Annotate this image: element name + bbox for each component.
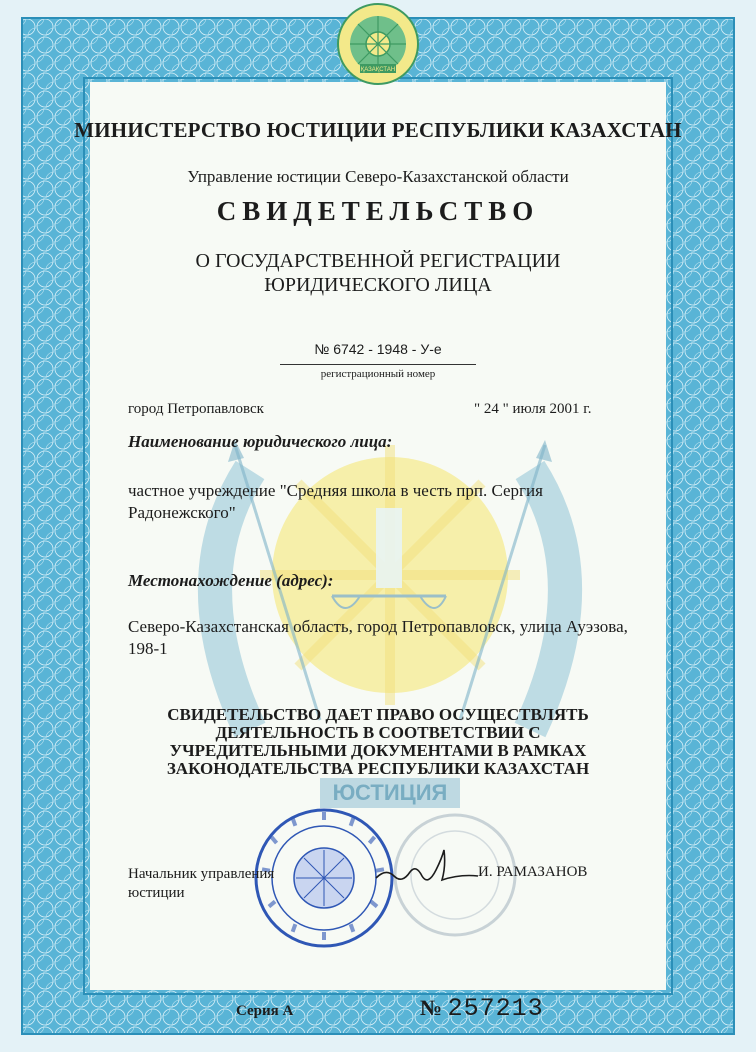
serial-number [420,994,544,1023]
issue-city: город Петропавловск [128,401,264,417]
emblem-ring-text: ҚАЗАҚСТАН [360,67,396,73]
watermark-text: ЮСТИЦИЯ [332,780,448,805]
signature [372,846,482,896]
rights-statement [0,706,756,778]
certificate-title: СВИДЕТЕЛЬСТВО [216,196,540,226]
certificate-subtitle-line2: ЮРИДИЧЕСКОГО ЛИЦА [264,274,492,296]
chief-title [128,865,288,903]
registration-number: № 6742 - 1948 - У-е [314,341,442,357]
certificate-subtitle-line1: О ГОСУДАРСТВЕННОЙ РЕГИСТРАЦИИ [195,250,561,272]
registration-underline [280,364,476,365]
ministry-heading: МИНИСТЕРСТВО ЮСТИЦИИ РЕСПУБЛИКИ КАЗАХСТАН [74,118,682,142]
department-name: Управление юстиции Северо-Казахстанской области [187,167,569,186]
state-emblem [336,2,420,86]
address-value: Северо-Казахстанская область, город Петропавловск, улица Ауэзова, 198-1 [128,617,628,658]
entity-name-value: частное учреждение "Средняя школа в честь прп. Сергия Радонежского" [128,481,543,522]
address-label: Местонахождение (адрес): [128,571,334,590]
serial-number-sign: № [420,995,443,1020]
registration-number-label: регистрационный номер [320,368,436,380]
serial-number-value: 257213 [447,994,544,1023]
chief-name: И. РАМАЗАНОВ [478,864,588,880]
series-label: Серия А [236,1003,294,1019]
rights-statement-text: СВИДЕТЕЛЬСТВО ДАЕТ ПРАВО ОСУЩЕСТВЛЯТЬ ДЕЯТЕЛЬНОСТЬ В СООТВЕТСТВИИ С УЧРЕДИТЕЛЬНЫМИ ДОКУМЕНТАМИ В РАМКАХ ЗАКОНОДАТЕЛЬСТВА РЕСПУБЛИКИ КАЗАХСТАН [166,705,590,778]
issue-date: " 24 " июля 2001 г. [474,401,592,417]
chief-title-text: Начальник управления юстиции [128,866,275,901]
entity-name-label: Наименование юридического лица: [128,432,393,451]
